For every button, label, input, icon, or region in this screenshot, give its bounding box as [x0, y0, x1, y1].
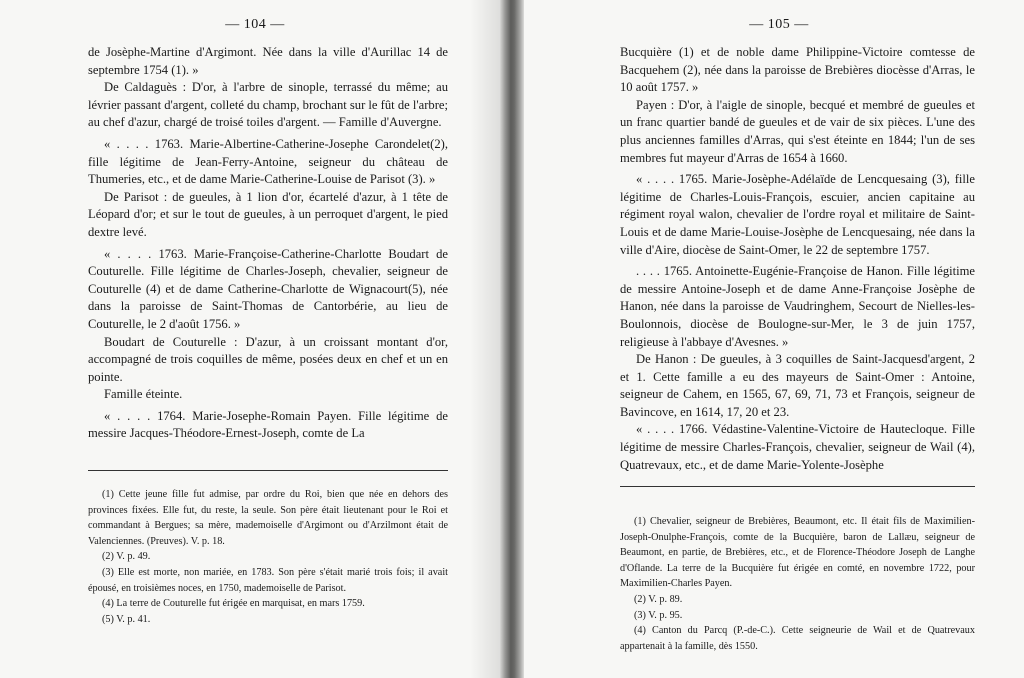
page-number: — 105 —: [749, 17, 809, 32]
gutter-shadow-left: [470, 0, 500, 678]
paragraph: « . . . . 1766. Védastine-Valentine-Victoire de Hautecloque. Fille légitime de messire Charles-François, chevalier, seigneur de Wail (4), Quatrevaux, etc., et de dame Marie-Yolente-Josèphe: [620, 422, 975, 472]
footnote-rule: [620, 486, 975, 487]
book-gutter: [500, 0, 524, 678]
main-text: [620, 44, 975, 474]
paragraph: Famille éteinte.: [104, 387, 183, 402]
footnote: (3) Elle est morte, non mariée, en 1783. Son père s'était marié trois fois; il avait épousé, en troisièmes noces, en 1750, mademoiselle de Parisot.: [88, 566, 448, 594]
paragraph: De Hanon : De gueules, à 3 coquilles de Saint-Jacquesd'argent, 2 et 1. Cette famille a eu des mayeurs de Saint-Omer : Antoine, seigneur de Cahem, en 1565, 67, 69, 71, 73 et François, seigneur de Bavincove, en 1614, 17, 20 et 23.: [620, 352, 975, 419]
footnote: (3) V. p. 95.: [634, 609, 683, 621]
main-text: [88, 44, 448, 443]
paragraph: . . . . 1765. Antoinette-Eugénie-Françoise de Hanon. Fille légitime de messire Antoine-Joseph et de dame Anne-Françoise Josèphe de Hanon, née dans la paroisse de Vaudringhem, Secourt de Nielles-les-Boulonnois, diocèse de Boulogne-sur-Mer, le 3 de juin 1757, religieuse à l'abbaye d'Avesnes. »: [620, 264, 975, 349]
paragraph: « . . . . 1765. Marie-Josèphe-Adélaïde de Lencquesaing (3), fille légitime de Charles-Louis-François, escuier, ancien capitaine au régiment royal walon, chevalier de l'ordre royal et militaire de Saint-Louis et de dame Marie-Louise-Josèphe de Lencquesaing, née dans la ville d'Aire, diocèse de Saint-Omer, le 22 de septembre 1757.: [620, 172, 975, 257]
footnotes: [88, 487, 448, 627]
footnote: (1) Cette jeune fille fut admise, par ordre du Roi, bien que née en dehors des provinces fixées. Elle fut, du reste, la seule. Son père était lieutenant pour le Roi et commandant à Bergues; sa mère, mademoiselle d'Argimont ou d'Arzilmont était de Valenciennes. (Preuves). V. p. 18.: [88, 489, 448, 547]
paragraph: Payen : D'or, à l'aigle de sinople, becqué et membré de gueules et un franc quartier bandé de gueules et de vair de six pièces. L'une des plus anciennes familles d'Arras, qui s'est éteinte en 1844; l'un de ses membres fut mayeur d'Arras de 1654 à 1660.: [620, 97, 975, 165]
footnote: (5) V. p. 41.: [102, 613, 151, 625]
left-page: [0, 0, 500, 678]
footnotes: [620, 514, 975, 654]
right-page: [524, 0, 1024, 678]
paragraph: « . . . . 1763. Marie-Françoise-Catherine-Charlotte Boudart de Couturelle. Fille légitime de Charles-Joseph, chevalier, seigneur de Couturelle (4) et de dame Catherine-Charlotte de Wignacourt(5), née dans la paroisse de Saint-Thomas de Cantorbérie, au lieu de Couturelle, le 2 d'août 1756. »: [88, 246, 448, 331]
paragraph: De Parisot : de gueules, à 1 lion d'or, écartelé d'azur, à 1 tête de Léopard d'or; et sur le tout de gueules, à un perroquet d'argent, le pied dextre levé.: [88, 189, 448, 239]
footnote-rule: [88, 470, 448, 471]
page-number: — 104 —: [225, 17, 285, 32]
paragraph: « . . . . 1764. Marie-Josephe-Romain Payen. Fille légitime de messire Jacques-Théodore-Ernest-Joseph, comte de La: [88, 408, 448, 441]
footnote: (1) Chevalier, seigneur de Brebières, Beaumont, etc. Il était fils de Maximilien-Joseph-Onulphe-François, comte de la Bucquière, baron de Lallæu, seigneur de Beaumont, en partie, de Brebières, etc., et de Florence-Théodore Joseph de Langhe d'Oflande. La terre de la Bucquière fut érigée en comté, en novembre 1722, pour Maximilien-Charles Payen.: [620, 516, 975, 590]
paragraph: « . . . . 1763. Marie-Albertine-Catherine-Josephe Carondelet(2), fille légitime de Jean-Ferry-Antoine, seigneur du château de Thumeries, etc., et de dame Marie-Catherine-Louise de Parisot (3). »: [88, 136, 448, 187]
paragraph: de Josèphe-Martine d'Argimont. Née dans la ville d'Aurillac 14 de septembre 1754 (1). »: [88, 45, 448, 77]
footnote: (2) V. p. 49.: [102, 551, 151, 563]
paragraph: Bucquière (1) et de noble dame Philippine-Victoire comtesse de Bacquehem (2), née dans la paroisse de Brebières diocèsse d'Arras, le 10 août 1757. »: [620, 45, 975, 95]
footnote: (2) V. p. 89.: [634, 593, 683, 605]
paragraph: De Caldaguès : D'or, à l'arbre de sinople, terrassé du même; au lévrier passant d'argent, colleté du champ, brochant sur le fût de l'arbre; au chef d'azur, chargé de troisé toiles d'argent. — Famille d'Auvergne.: [88, 80, 448, 130]
paragraph: Boudart de Couturelle : D'azur, à un croissant montant d'or, accompagné de trois coquilles de même, posées deux en chef et un en pointe.: [88, 334, 448, 384]
footnote: (4) Canton du Parcq (P.-de-C.). Cette seigneurie de Wail et de Quatrevaux appartenait à la famille, dès 1550.: [620, 625, 975, 652]
footnote: (4) La terre de Couturelle fut érigée en marquisat, en mars 1759.: [102, 598, 365, 610]
